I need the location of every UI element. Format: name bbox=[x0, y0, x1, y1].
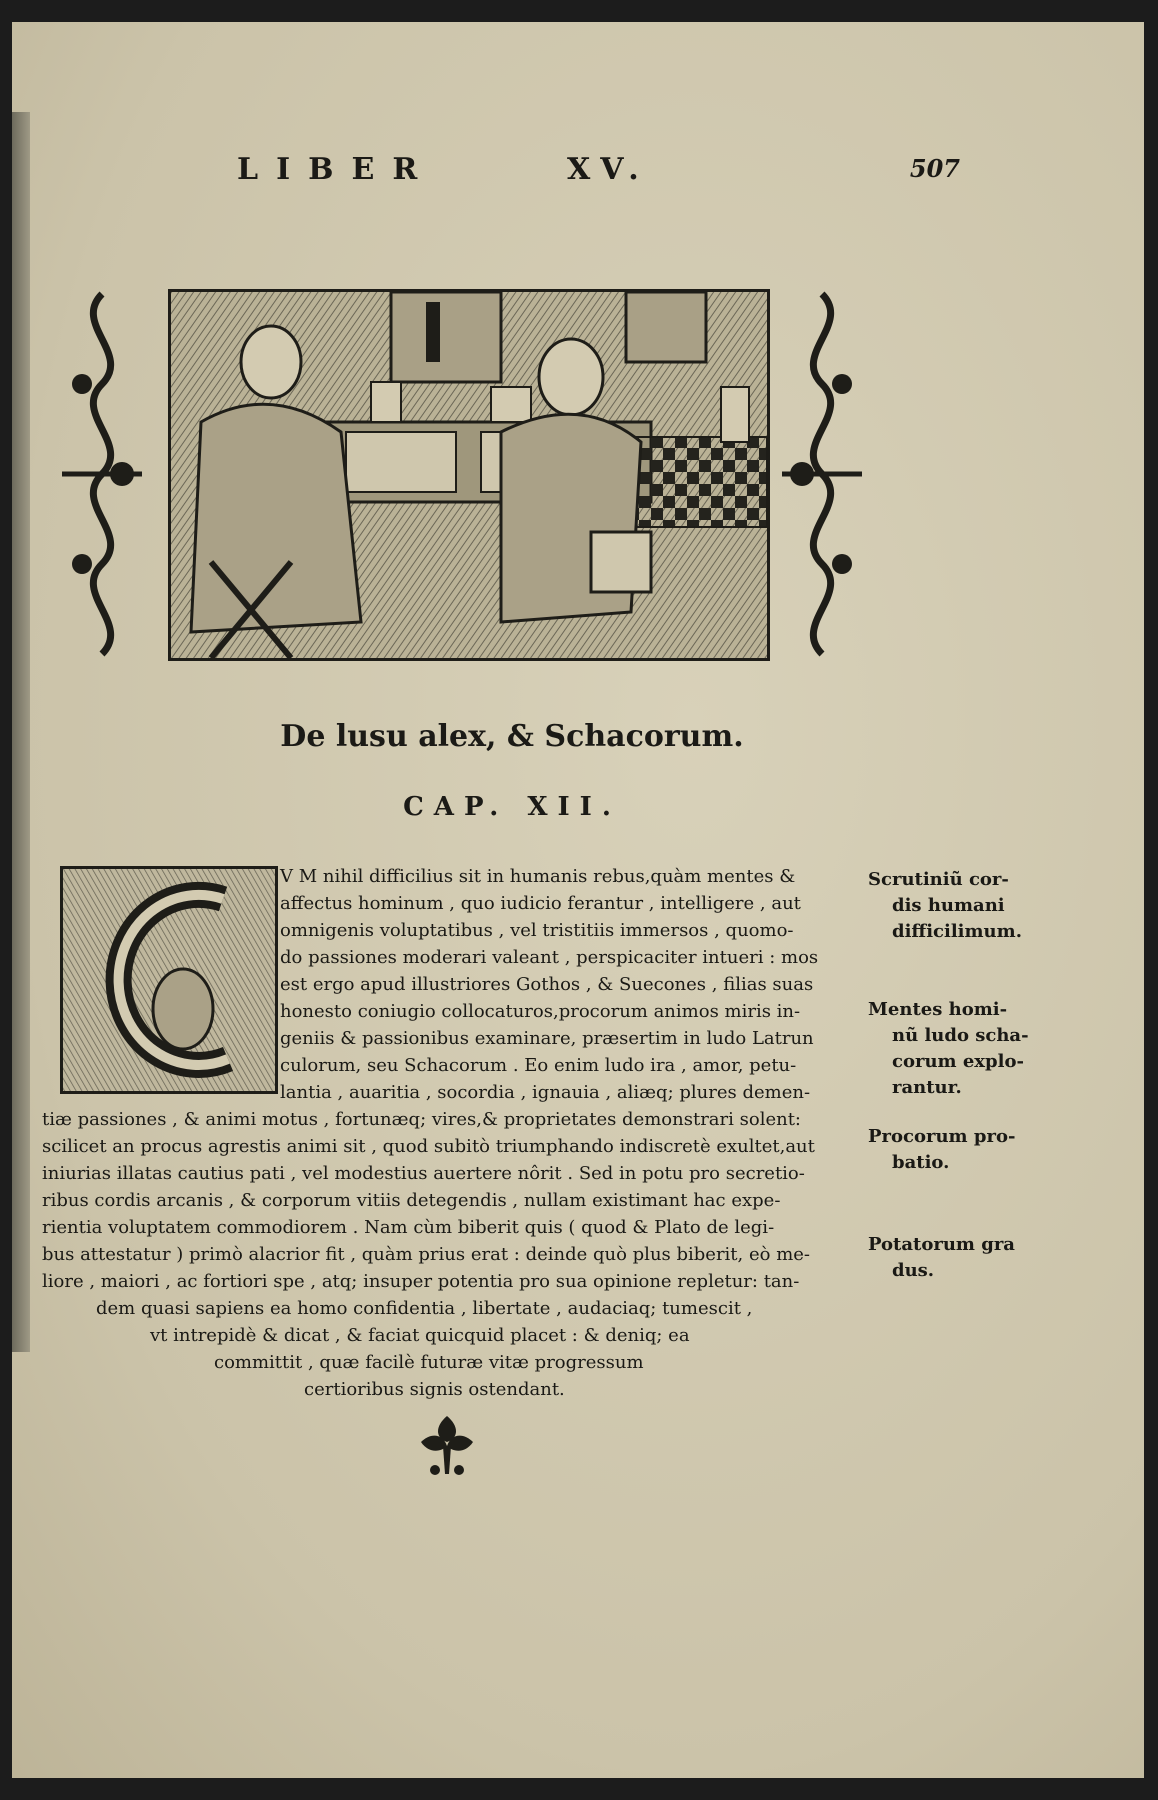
body-line: certioribus signis ostendant. bbox=[304, 1379, 565, 1400]
body-line: ribus cordis arcanis , & corporum vitiis detegendis , nullam existimant hac expe- bbox=[42, 1190, 781, 1211]
chapter-number: CAP. XII. bbox=[403, 792, 621, 822]
body-line: vt intrepidè & dicat , & faciat quicquid placet : & deniq; ea bbox=[150, 1325, 690, 1346]
margin-note-line: Mentes homi- bbox=[868, 999, 1008, 1020]
chapter-title: De lusu alex, & Schacorum. bbox=[280, 719, 744, 754]
body-line: dem quasi sapiens ea homo confidentia , libertate , audaciaq; tumescit , bbox=[96, 1298, 753, 1319]
folio-number: 507 bbox=[909, 154, 960, 183]
right-ornament-icon bbox=[782, 284, 862, 664]
body-line: scilicet an procus agrestis animi sit , quod subitò triumphando indiscretè exultet,aut bbox=[42, 1136, 815, 1157]
body-line: geniis & passionibus examinare, præsertim in ludo Latrun bbox=[280, 1028, 814, 1049]
margin-note-line: rantur. bbox=[892, 1077, 962, 1098]
decorated-initial-c-icon bbox=[60, 866, 278, 1094]
margin-note-line: difficilimum. bbox=[892, 921, 1022, 942]
body-line: lantia , auaritia , socordia , ignauia , aliæq; plures demen- bbox=[280, 1082, 811, 1103]
margin-note-line: batio. bbox=[892, 1152, 950, 1173]
body-line: tiæ passiones , & animi motus , fortunæq; vires,& proprietates demonstrari solent: bbox=[42, 1109, 801, 1130]
body-line: honesto coniugio collocaturos,procorum animos miris in- bbox=[280, 1001, 801, 1022]
margin-note-line: Scrutiniũ cor- bbox=[868, 869, 1009, 890]
body-line: do passiones moderari valeant , perspicaciter intueri : mos bbox=[280, 947, 819, 968]
body-line: rientia voluptatem commodiorem . Nam cùm biberit quis ( quod & Plato de legi- bbox=[42, 1217, 775, 1238]
body-line: affectus hominum , quo iudicio ferantur , intelligere , aut bbox=[280, 893, 801, 914]
margin-note-line: Potatorum gra bbox=[868, 1234, 1015, 1255]
body-line: liore , maiori , ac fortiori spe , atq; insuper potentia pro sua opinione repletur: tan- bbox=[42, 1271, 800, 1292]
running-head bbox=[237, 152, 1144, 200]
left-ornament-icon bbox=[62, 284, 142, 664]
body-line: committit , quæ facilè futuræ vitæ progressum bbox=[214, 1352, 644, 1373]
fleuron-ornament-icon bbox=[417, 1412, 477, 1478]
woodcut-backgammon-chess-players-icon bbox=[168, 289, 770, 661]
body-line: omnigenis voluptatibus , vel tristitiis immersos , quomo- bbox=[280, 920, 794, 941]
margin-note-procorum bbox=[868, 1124, 1015, 1176]
body-line: bus attestatur ) primò alacrior fit , quàm prius erat : deinde quò plus biberit, eò me- bbox=[42, 1244, 810, 1265]
running-head-liber: LIBER bbox=[237, 152, 436, 187]
margin-note-line: corum explo- bbox=[892, 1051, 1024, 1072]
body-line: V M nihil difficilius sit in humanis rebus,quàm mentes & bbox=[280, 866, 796, 887]
margin-note-mentes bbox=[868, 997, 1029, 1101]
running-head-book-number: XV. bbox=[567, 152, 649, 187]
margin-note-potatorum bbox=[868, 1232, 1015, 1284]
margin-note-line: Procorum pro- bbox=[868, 1126, 1016, 1147]
margin-note-line: nũ ludo scha- bbox=[892, 1025, 1029, 1046]
body-line: est ergo apud illustriores Gothos , & Suecones , filias suas bbox=[280, 974, 814, 995]
body-line: iniurias illatas cautius pati , vel modestius auertere nôrit . Sed in potu pro secretio- bbox=[42, 1163, 805, 1184]
woodcut-illustration-block bbox=[62, 284, 862, 664]
margin-note-line: dus. bbox=[892, 1260, 935, 1281]
margin-note-scrutinium bbox=[868, 867, 1022, 945]
margin-note-line: dis humani bbox=[892, 895, 1005, 916]
body-line: culorum, seu Schacorum . Eo enim ludo ira , amor, petu- bbox=[280, 1055, 797, 1076]
book-page bbox=[12, 22, 1144, 1778]
